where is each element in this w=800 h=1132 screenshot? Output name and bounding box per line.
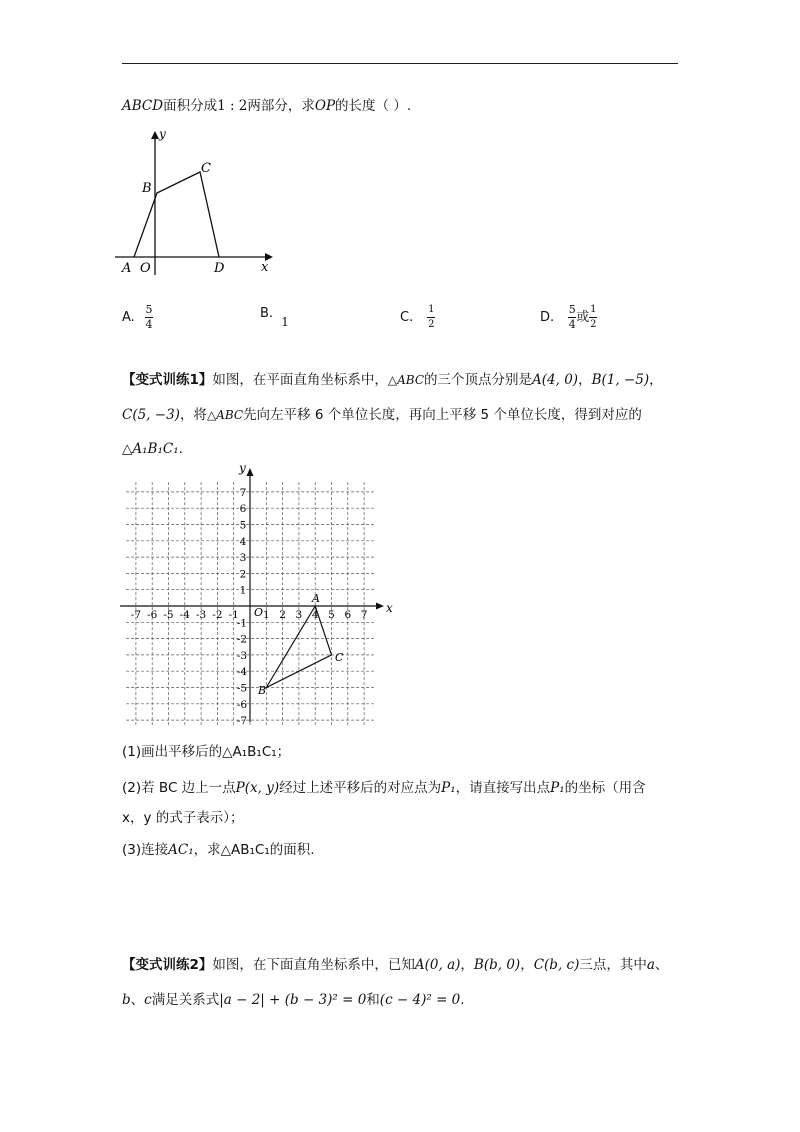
coordinate-grid-figure <box>118 460 396 725</box>
numerator: 5 <box>145 303 153 316</box>
y-tick-label: -7 <box>236 715 248 725</box>
option-b[interactable] <box>260 306 289 329</box>
y-tick-label: 1 <box>239 584 247 597</box>
y-tick-label: 5 <box>239 519 247 532</box>
text: 的坐标（用含 <box>564 780 646 796</box>
text: ， <box>460 957 474 973</box>
question-2-line2 <box>122 808 244 828</box>
x-tick-label: 6 <box>344 609 352 621</box>
question-3 <box>122 840 315 860</box>
exercise2-line1 <box>122 955 668 975</box>
x-tick-label: 1 <box>262 609 270 621</box>
text: 的三个顶点分别是 <box>424 372 533 388</box>
text: 三点，其中 <box>579 957 647 973</box>
text: ， <box>649 372 663 388</box>
text: . <box>178 441 183 457</box>
text: 先向左平移 6 个单位长度，再向上平移 5 个单位长度，得到对应的 <box>243 407 642 423</box>
option-a[interactable] <box>122 304 153 331</box>
option-c-label: C. <box>400 310 414 325</box>
y-axis-arrow <box>247 468 254 476</box>
question-stem-line <box>122 96 411 116</box>
label-d: D <box>214 261 225 276</box>
var-c: c <box>144 992 152 1008</box>
y-tick-label: 7 <box>239 486 247 499</box>
option-b-value: 1 <box>281 315 289 329</box>
x-tick-label: -6 <box>147 609 158 621</box>
exercise2-line2 <box>122 990 465 1010</box>
quadrilateral-figure <box>115 125 280 280</box>
text: x，y 的式子表示）； <box>122 810 244 826</box>
text: ， <box>520 957 534 973</box>
option-d-label: D. <box>540 310 555 325</box>
x-tick-label: 2 <box>279 609 286 621</box>
text: 、 <box>654 957 669 973</box>
grid-label-b: B <box>258 684 267 697</box>
text: ，将 <box>179 407 207 423</box>
text: 满足关系式 <box>151 992 220 1008</box>
x-axis-arrow <box>376 603 384 610</box>
option-c[interactable] <box>400 304 435 331</box>
text: . <box>460 992 465 1008</box>
point-a: A(0, a) <box>414 957 461 973</box>
stem-text: 的长度（ ）. <box>335 98 412 114</box>
y-tick-label: -1 <box>236 617 248 630</box>
x-tick-label: 5 <box>328 609 335 621</box>
triangle-a1b1c1: △A₁B₁C₁ <box>122 441 179 457</box>
point-a: A(4, 0) <box>532 372 579 388</box>
segment-ac1: AC₁ <box>168 842 194 858</box>
stem-text: 两部分，求 <box>247 98 315 114</box>
segment-op: OP <box>314 98 336 114</box>
label-x: x <box>261 260 269 275</box>
x-tick-label: -7 <box>130 609 142 621</box>
x-tick-label: -5 <box>163 609 174 621</box>
question-2-line1 <box>122 778 646 798</box>
y-tick-label: 2 <box>239 568 247 581</box>
denominator: 2 <box>590 319 597 330</box>
y-axis-arrow <box>151 131 159 139</box>
exercise1-heading: 【变式训练1】 <box>122 372 213 388</box>
equation-1: |a − 2| + (b − 3)² = 0 <box>219 992 367 1008</box>
option-d-fraction-2 <box>589 304 597 331</box>
exercise1-line2 <box>122 405 642 425</box>
x-tick-label: -3 <box>195 609 207 621</box>
quad-name: ABCD <box>122 98 164 114</box>
x-tick-label: 7 <box>360 609 368 621</box>
var-a: a <box>646 957 655 973</box>
grid-label-c: C <box>335 651 344 664</box>
text: 和 <box>366 992 380 1008</box>
text: 如图，在平面直角坐标系中， <box>212 372 388 388</box>
x-tick-label: 3 <box>295 609 303 621</box>
denominator: 4 <box>145 318 153 331</box>
question-1-text: (1)画出平移后的△A₁B₁C₁； <box>122 744 291 760</box>
point-b: B(1, −5) <box>591 372 650 388</box>
numerator: 1 <box>590 304 597 315</box>
point-p: P(x, y) <box>235 780 280 796</box>
equation-2: (c − 4)² = 0 <box>379 992 461 1008</box>
x-tick-label: -4 <box>179 609 190 621</box>
x-tick-label: -1 <box>228 609 239 621</box>
text: ，求△AB₁C₁的面积. <box>193 842 315 858</box>
y-tick-label: -6 <box>236 698 248 711</box>
text: (3)连接 <box>122 842 169 858</box>
text: 、 <box>130 992 145 1008</box>
or-word: 或 <box>576 310 590 325</box>
y-tick-label: 4 <box>239 535 247 548</box>
triangle-abc: △ABC <box>206 408 244 422</box>
y-tick-label: -4 <box>236 666 248 679</box>
point-c: C(5, −3) <box>122 407 180 423</box>
point-b: B(b, 0) <box>473 957 521 973</box>
denominator: 4 <box>568 318 576 331</box>
y-tick-label: 3 <box>239 552 247 565</box>
label-a: A <box>122 261 132 276</box>
numerator: 5 <box>568 303 576 316</box>
grid-origin-label: O <box>254 606 264 619</box>
text: (2)若 BC 边上一点 <box>122 780 236 796</box>
label-y: y <box>159 127 166 141</box>
label-b: B <box>142 181 152 196</box>
y-tick-label: -5 <box>236 682 248 695</box>
text: ， <box>578 372 592 388</box>
option-a-label: A. <box>122 310 135 325</box>
triangle-abc: △ABC <box>387 373 425 387</box>
x-tick-label: 4 <box>311 609 319 621</box>
label-o: O <box>140 261 151 276</box>
text: 如图，在下面直角坐标系中，已知 <box>212 957 415 973</box>
option-d[interactable] <box>540 304 597 331</box>
grid-y-label: y <box>239 461 246 475</box>
exercise1-line1 <box>122 370 663 390</box>
denominator: 2 <box>428 319 435 330</box>
y-tick-label: 6 <box>239 503 247 516</box>
y-tick-label: -3 <box>236 649 248 662</box>
point-p1: P₁ <box>550 780 565 796</box>
label-c: C <box>201 161 211 176</box>
grid-x-label: x <box>386 601 393 615</box>
ratio: 1 : 2 <box>217 98 248 114</box>
point-c: C(b, c) <box>533 957 580 973</box>
stem-text: 面积分成 <box>163 98 218 114</box>
option-b-label: B. <box>260 306 274 321</box>
point-p1: P₁ <box>441 780 456 796</box>
option-c-fraction <box>427 304 435 331</box>
text: ，请直接写出点 <box>455 780 551 796</box>
x-tick-label: -2 <box>212 609 223 621</box>
header-rule <box>122 63 678 64</box>
var-b: b <box>122 992 131 1008</box>
question-1 <box>122 742 290 762</box>
exercise1-line3 <box>122 439 183 459</box>
option-a-fraction <box>145 304 153 331</box>
grid-label-a: A <box>312 592 320 605</box>
y-tick-label: -2 <box>236 633 248 646</box>
exercise2-heading: 【变式训练2】 <box>122 957 213 973</box>
text: 经过上述平移后的对应点为 <box>279 780 442 796</box>
numerator: 1 <box>428 304 435 315</box>
